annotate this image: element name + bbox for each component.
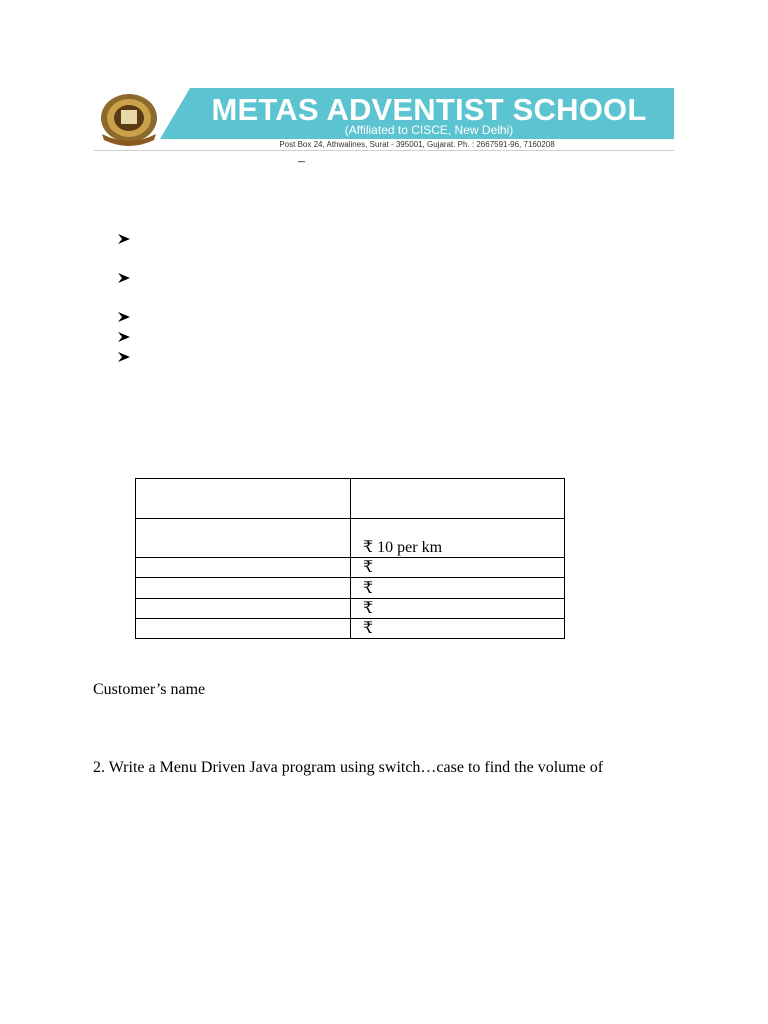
table-row bbox=[136, 619, 565, 639]
table-row bbox=[136, 578, 565, 599]
table-cell bbox=[136, 519, 351, 558]
customer-name-label: Customer’s name bbox=[93, 681, 206, 698]
table-cell bbox=[136, 479, 351, 519]
arrow-bullet-icon bbox=[117, 330, 131, 344]
arrow-bullet-icon bbox=[117, 271, 131, 285]
arrow-bullet-icon bbox=[117, 350, 131, 364]
table-row bbox=[136, 599, 565, 619]
school-address: Post Box 24, Athwalines, Surat - 395001, Gujarat. Ph. : 2667591-96, 7160208 bbox=[279, 140, 555, 149]
header-divider bbox=[94, 150, 674, 151]
table-cell: ₹ bbox=[351, 558, 565, 578]
table-cell: ₹ bbox=[351, 619, 565, 639]
table-row bbox=[136, 479, 565, 519]
title-dash: – bbox=[298, 154, 305, 169]
table-cell bbox=[136, 558, 351, 578]
arrow-bullet-icon bbox=[117, 232, 131, 246]
school-affiliation: (Affiliated to CISCE, New Delhi) bbox=[344, 123, 514, 137]
table-cell: ₹ bbox=[351, 599, 565, 619]
question-2-text: 2. Write a Menu Driven Java program using switch…case to find the volume of bbox=[93, 759, 604, 776]
table-cell: ₹ 10 per km bbox=[351, 519, 565, 558]
table-cell bbox=[351, 479, 565, 519]
school-header bbox=[94, 88, 674, 152]
fare-table bbox=[135, 478, 565, 639]
table-row bbox=[136, 519, 565, 558]
table-cell: ₹ bbox=[351, 578, 565, 599]
school-name: METAS ADVENTIST SCHOOL bbox=[211, 92, 647, 127]
table-cell bbox=[136, 599, 351, 619]
arrow-bullet-icon bbox=[117, 310, 131, 324]
table-row bbox=[136, 558, 565, 578]
school-crest-logo bbox=[94, 88, 164, 150]
table-cell bbox=[136, 578, 351, 599]
table-cell bbox=[136, 619, 351, 639]
